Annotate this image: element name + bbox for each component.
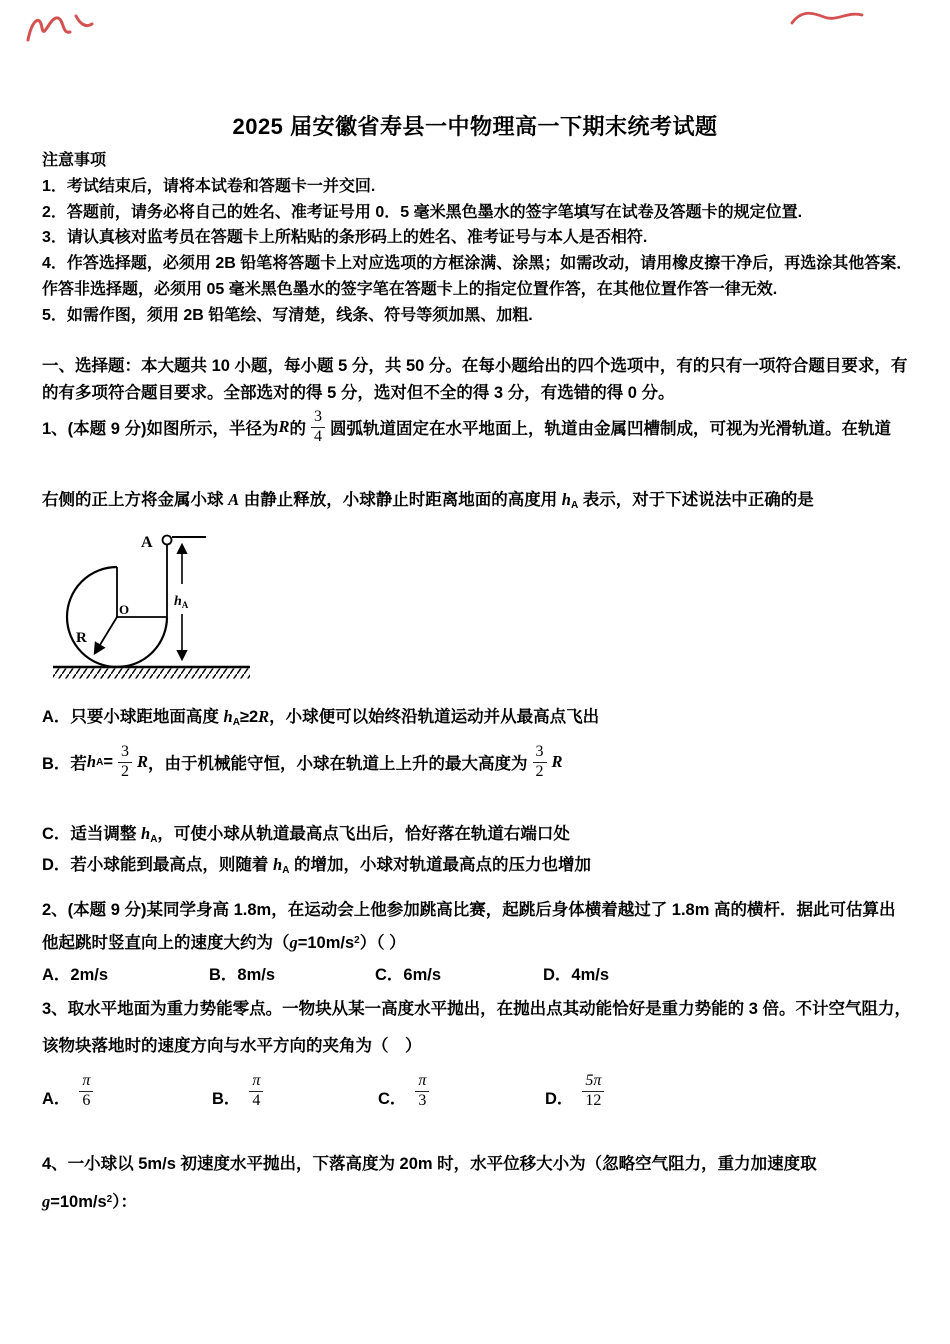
figure-radius-label: R (76, 630, 87, 646)
q2-option-b: B．8m/s (209, 966, 276, 984)
section-1-heading-line-1: 一、选择题：本大题共 10 小题，每小题 5 分，共 50 分。在每小题给出的四个选项中，有的只有一项符合题目要求，有 (42, 357, 908, 375)
red-pen-mark-right-icon (786, 3, 870, 31)
figure-center-label: O (119, 602, 130, 617)
fraction-three-halves: $\frac{3}{2}$ (118, 744, 132, 781)
notice-item: 3．请认真核对监考员在答题卡上所粘贴的条形码上的姓名、准考证号与本人是否相符. (42, 229, 648, 247)
q1-stem-line-2: 右侧的正上方将金属小球 A 由静止释放，小球静止时距离地面的高度用 $h_A$ 表示，对于下述说法中正确的是 (42, 490, 814, 511)
q3-option-b: B． $\frac{\pi}{4}$ (212, 1073, 378, 1110)
radius-arrow (95, 617, 117, 653)
section-1-heading-line-2: 的有多项符合题目要求。全部选对的得 5 分，选对但不全的得 3 分，有选错的得 0 分。 (42, 384, 675, 402)
ground-hatching (53, 669, 250, 679)
fraction-three-fourths: $\frac{3}{4}$ (311, 409, 325, 446)
fraction-pi-over-6: $\frac{\pi}{6}$ (79, 1073, 93, 1110)
exam-title: 2025 届安徽省寿县一中物理高一下期末统考试题 (232, 114, 718, 139)
q3-stem-line-1: 3、取水平地面为重力势能零点。一物块从某一高度水平抛出，在抛出点其动能恰好是重力势能的 3 倍。不计空气阻力， (42, 1000, 912, 1018)
red-pen-mark-left-icon (20, 4, 100, 52)
notice-item: 4．作答选择题，必须用 2B 铅笔将答题卡上对应选项的方框涂满、涂黑；如需改动，请用橡皮擦干净后，再选涂其他答案．作答非选择题，必须用 05 毫米黑色墨水的签字笔在答题卡上的指定位置作答，在其他位置作答一律无效. (42, 255, 913, 298)
notice-header: 注意事项 (42, 152, 107, 169)
q4-stem-line-2: $g=10m/s^2$）： (42, 1192, 137, 1211)
q3-stem-line-2: 该物块落地时的速度方向与水平方向的夹角为（ ） (42, 1037, 422, 1055)
q3-options-row (42, 1064, 609, 1110)
q2-stem-line-2: 他起跳时竖直向上的速度大约为$(g=10m/s^2)$（ ） (42, 933, 406, 952)
q4-stem-line-1: 4、一小球以 5m/s 初速度水平抛出，下落高度为 20m 时，水平位移大小为（忽略空气阻力，重力加速度取 (42, 1155, 817, 1173)
q2-option-d: D．4m/s (543, 966, 610, 984)
q3-option-c: C． $\frac{\pi}{3}$ (378, 1073, 545, 1110)
fraction-pi-over-4: $\frac{\pi}{4}$ (249, 1073, 263, 1110)
figure-ball-label: A (141, 534, 153, 551)
fraction-5pi-over-12: $\frac{5\pi}{12}$ (582, 1073, 604, 1110)
figure-height-label: $h_A$ (174, 594, 189, 610)
q1-option-c: C．适当调整 $h_A$，可使小球从轨道最高点飞出后，恰好落在轨道右端口处 (42, 824, 570, 845)
notice-item: 1．考试结束后，请将本试卷和答题卡一并交回. (42, 177, 376, 195)
q1-option-d: D．若小球能到最高点，则随着 $h_A$ 的增加，小球对轨道最高点的压力也增加 (42, 855, 592, 876)
notice-section (42, 148, 914, 329)
q3-option-d: D． $\frac{5\pi}{12}$ (545, 1073, 609, 1110)
q3-option-a: A． $\frac{\pi}{6}$ (42, 1073, 212, 1110)
ball-a (163, 536, 172, 545)
q2-options-row (42, 961, 609, 985)
fraction-pi-over-3: $\frac{\pi}{3}$ (415, 1073, 429, 1110)
notice-item: 2．答题前，请务必将自己的姓名、准考证号用 0．5 毫米黑色墨水的签字笔填写在试卷及答题卡的规定位置. (42, 203, 803, 221)
q2-stem-line-1: 2、(本题 9 分)某同学身高 1.8m，在运动会上他参加跳高比赛，起跳后身体横着越过了 1.8m 高的横杆．据此可估算出 (42, 901, 896, 919)
q2-option-a: A．2m/s (42, 966, 109, 984)
q1-option-a: A．只要小球距地面高度 $h_A\ge 2R$，小球便可以始终沿轨道运动并从最高点飞出 (42, 707, 600, 728)
q1-stem-line-1: 1、(本题 9 分)如图所示，半径为 R 的 $\frac{3}{4}$ 圆弧轨道固定在水平地面上，轨道由金属凹槽制成，可视为光滑轨道。在轨道 (42, 407, 892, 445)
fraction-three-halves: $\frac{3}{2}$ (533, 744, 547, 781)
q1-option-b: B．若 h A = $\frac{3}{2}$ R ，由于机械能守恒，小球在轨道上上升的最大高度为 $\frac{3}{2}$ R (42, 742, 563, 780)
notice-item: 5．如需作图，须用 2B 铅笔绘、写清楚，线条、符号等须加黑、加粗. (42, 306, 533, 324)
q1-figure-diagram (48, 524, 258, 684)
q2-option-c: C．6m/s (375, 966, 442, 984)
